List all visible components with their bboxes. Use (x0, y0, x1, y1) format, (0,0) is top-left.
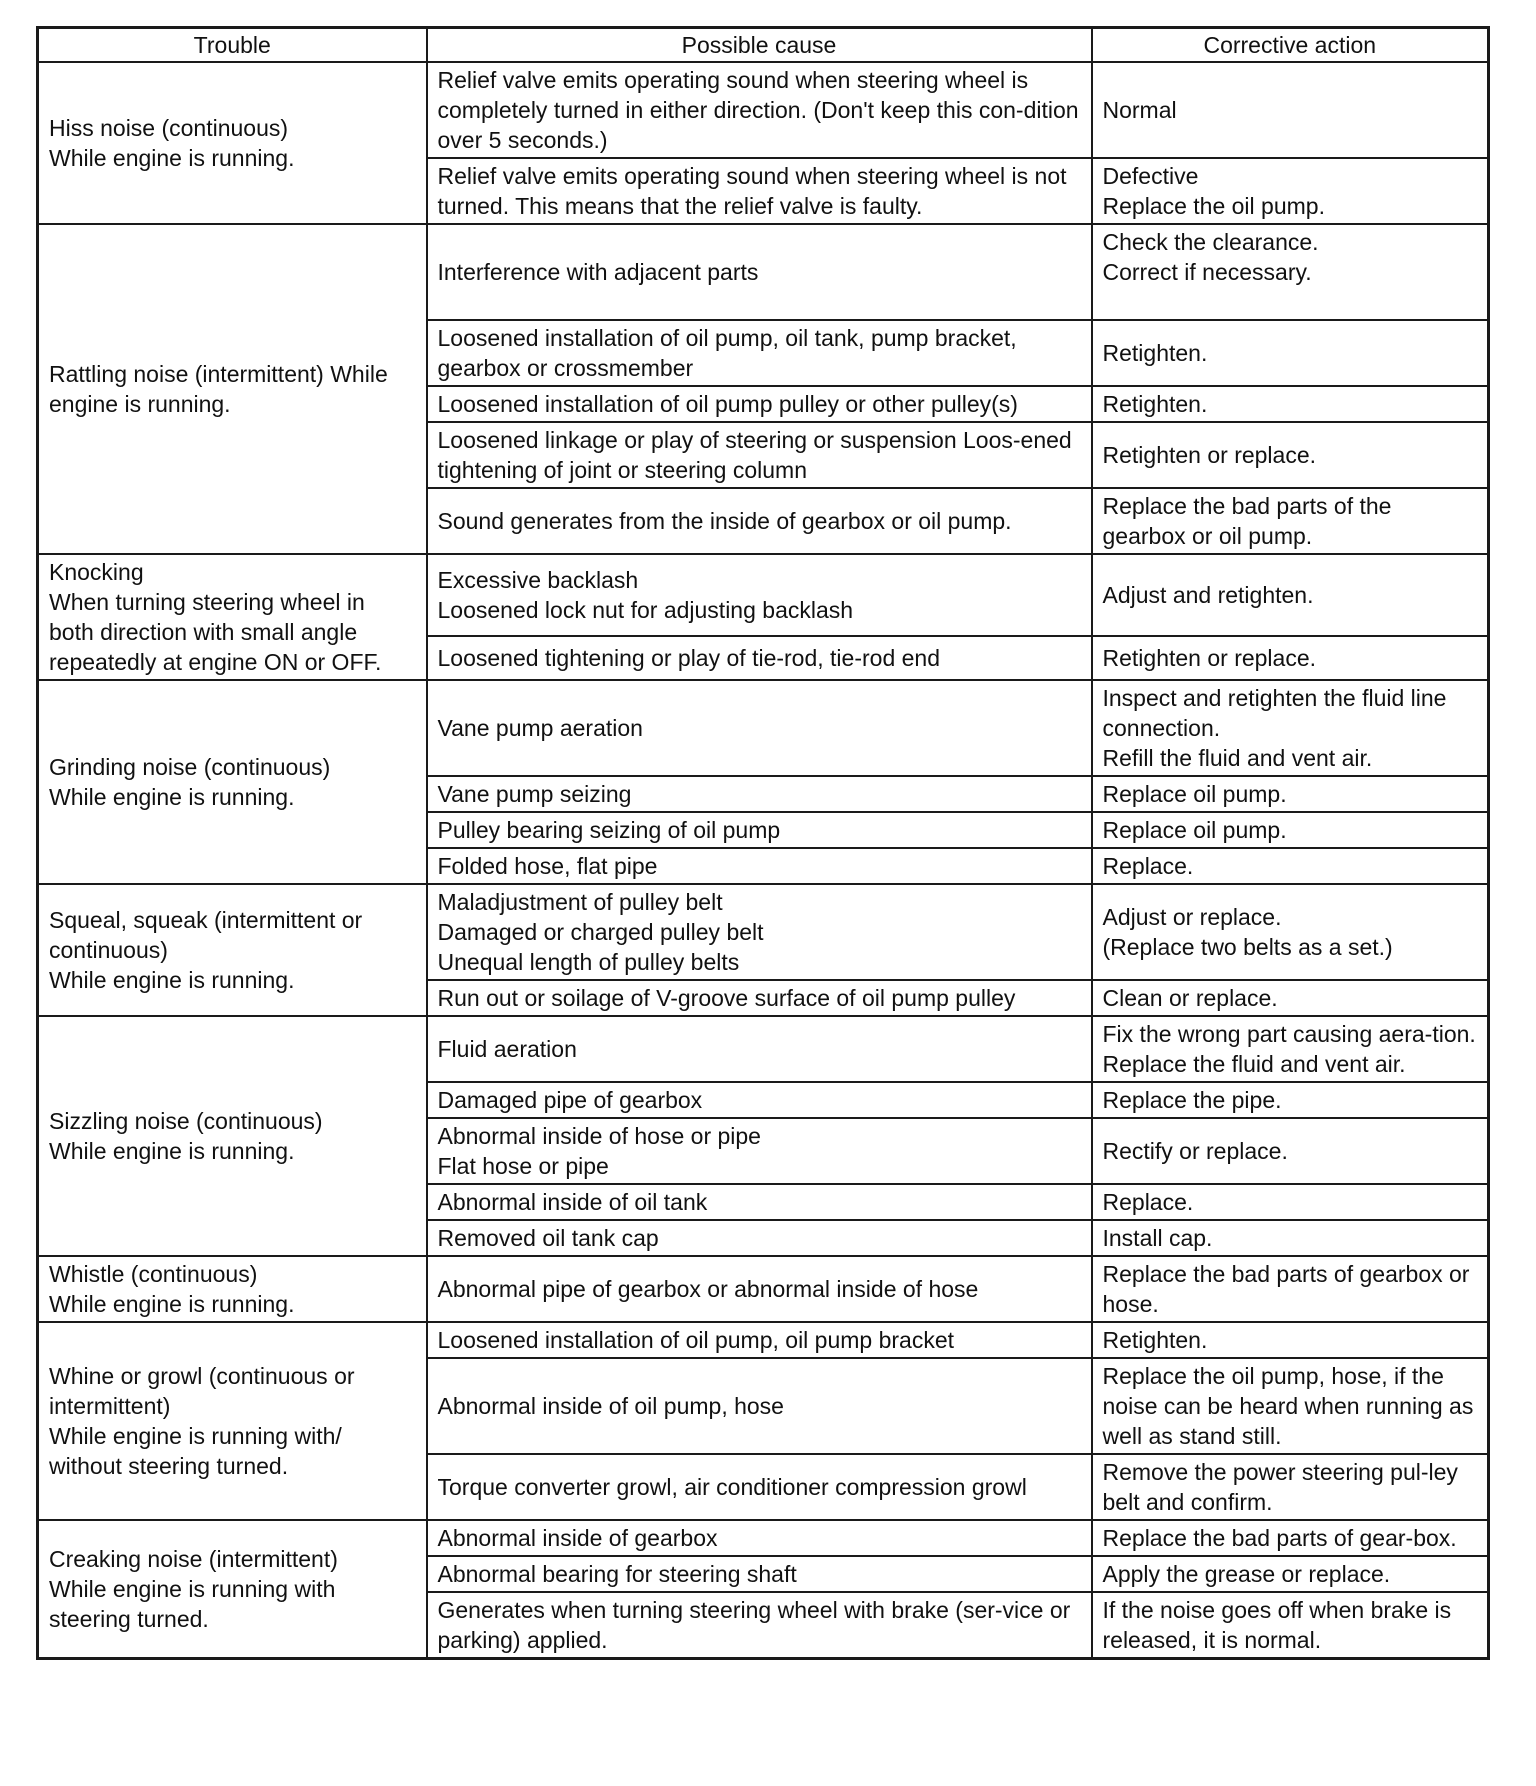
trouble-cell: Squeal, squeak (intermittent or continuous) While engine is running. (38, 884, 427, 1016)
cause-cell: Abnormal pipe of gearbox or abnormal inside of hose (427, 1256, 1092, 1322)
action-cell: Retighten. (1092, 320, 1489, 386)
trouble-cell: Whine or growl (continuous or intermittent) While engine is running with/ without steering turned. (38, 1322, 427, 1520)
table-row (38, 1520, 1489, 1556)
trouble-cell: Sizzling noise (continuous) While engine is running. (38, 1016, 427, 1256)
action-cell: Replace. (1092, 1184, 1489, 1220)
cause-cell: Run out or soilage of V-groove surface of oil pump pulley (427, 980, 1092, 1016)
header-row (38, 28, 1489, 63)
cause-cell: Abnormal inside of hose or pipe Flat hose or pipe (427, 1118, 1092, 1184)
cause-cell: Loosened installation of oil pump, oil tank, pump bracket, gearbox or crossmember (427, 320, 1092, 386)
action-cell: Apply the grease or replace. (1092, 1556, 1489, 1592)
header-possible-cause: Possible cause (427, 28, 1092, 63)
table-body (38, 62, 1489, 1659)
action-cell: Retighten or replace. (1092, 636, 1489, 680)
action-cell: Fix the wrong part causing aera-tion. Replace the fluid and vent air. (1092, 1016, 1489, 1082)
action-cell: Normal (1092, 62, 1489, 158)
cause-cell: Abnormal inside of oil tank (427, 1184, 1092, 1220)
trouble-cell: Rattling noise (intermittent) While engine is running. (38, 224, 427, 554)
trouble-cell: Grinding noise (continuous) While engine is running. (38, 680, 427, 884)
cause-cell: Vane pump seizing (427, 776, 1092, 812)
table-row (38, 554, 1489, 636)
action-cell: Inspect and retighten the fluid line connection. Refill the fluid and vent air. (1092, 680, 1489, 776)
cause-cell: Loosened installation of oil pump, oil pump bracket (427, 1322, 1092, 1358)
action-cell: Clean or replace. (1092, 980, 1489, 1016)
action-cell: Defective Replace the oil pump. (1092, 158, 1489, 224)
action-cell: Remove the power steering pul-ley belt and confirm. (1092, 1454, 1489, 1520)
cause-cell: Excessive backlash Loosened lock nut for adjusting backlash (427, 554, 1092, 636)
action-cell: Replace the pipe. (1092, 1082, 1489, 1118)
action-cell: Install cap. (1092, 1220, 1489, 1256)
cause-cell: Vane pump aeration (427, 680, 1092, 776)
table-row (38, 62, 1489, 158)
action-cell: Check the clearance. Correct if necessary. (1092, 224, 1489, 320)
action-cell: Replace the bad parts of gear-box. (1092, 1520, 1489, 1556)
action-cell: Adjust and retighten. (1092, 554, 1489, 636)
action-cell: Replace oil pump. (1092, 812, 1489, 848)
trouble-cell: Whistle (continuous) While engine is running. (38, 1256, 427, 1322)
cause-cell: Relief valve emits operating sound when steering wheel is not turned. This means that the relief valve is faulty. (427, 158, 1092, 224)
cause-cell: Abnormal inside of oil pump, hose (427, 1358, 1092, 1454)
action-cell: Replace. (1092, 848, 1489, 884)
trouble-cell: Hiss noise (continuous) While engine is running. (38, 62, 427, 224)
cause-cell: Pulley bearing seizing of oil pump (427, 812, 1092, 848)
table-row (38, 1256, 1489, 1322)
action-cell: Replace the bad parts of gearbox or hose. (1092, 1256, 1489, 1322)
action-cell: Retighten. (1092, 386, 1489, 422)
action-cell: Rectify or replace. (1092, 1118, 1489, 1184)
action-cell: Retighten or replace. (1092, 422, 1489, 488)
cause-cell: Damaged pipe of gearbox (427, 1082, 1092, 1118)
troubleshooting-table (36, 26, 1490, 1660)
cause-cell: Abnormal bearing for steering shaft (427, 1556, 1092, 1592)
cause-cell: Loosened linkage or play of steering or suspension Loos-ened tightening of joint or steering column (427, 422, 1092, 488)
cause-cell: Loosened tightening or play of tie-rod, tie-rod end (427, 636, 1092, 680)
table-row (38, 1322, 1489, 1358)
cause-cell: Generates when turning steering wheel with brake (ser-vice or parking) applied. (427, 1592, 1092, 1659)
cause-cell: Fluid aeration (427, 1016, 1092, 1082)
trouble-cell: Knocking When turning steering wheel in both direction with small angle repeatedly at engine ON or OFF. (38, 554, 427, 680)
table-row (38, 224, 1489, 320)
table-header (38, 28, 1489, 63)
cause-cell: Maladjustment of pulley belt Damaged or charged pulley belt Unequal length of pulley belts (427, 884, 1092, 980)
action-cell: Adjust or replace. (Replace two belts as a set.) (1092, 884, 1489, 980)
troubleshooting-sheet (36, 26, 1487, 1660)
action-cell: If the noise goes off when brake is released, it is normal. (1092, 1592, 1489, 1659)
cause-cell: Loosened installation of oil pump pulley or other pulley(s) (427, 386, 1092, 422)
action-cell: Replace oil pump. (1092, 776, 1489, 812)
cause-cell: Sound generates from the inside of gearbox or oil pump. (427, 488, 1092, 554)
action-cell: Replace the oil pump, hose, if the noise can be heard when running as well as stand still. (1092, 1358, 1489, 1454)
action-cell: Retighten. (1092, 1322, 1489, 1358)
cause-cell: Interference with adjacent parts (427, 224, 1092, 320)
table-row (38, 680, 1489, 776)
table-row (38, 1016, 1489, 1082)
trouble-cell: Creaking noise (intermittent) While engine is running with steering turned. (38, 1520, 427, 1659)
cause-cell: Torque converter growl, air conditioner compression growl (427, 1454, 1092, 1520)
table-row (38, 884, 1489, 980)
cause-cell: Abnormal inside of gearbox (427, 1520, 1092, 1556)
action-cell: Replace the bad parts of the gearbox or oil pump. (1092, 488, 1489, 554)
header-trouble: Trouble (38, 28, 427, 63)
cause-cell: Relief valve emits operating sound when steering wheel is completely turned in either direction. (Don't keep this con-dition over 5 seconds.) (427, 62, 1092, 158)
header-corrective-action: Corrective action (1092, 28, 1489, 63)
cause-cell: Removed oil tank cap (427, 1220, 1092, 1256)
cause-cell: Folded hose, flat pipe (427, 848, 1092, 884)
